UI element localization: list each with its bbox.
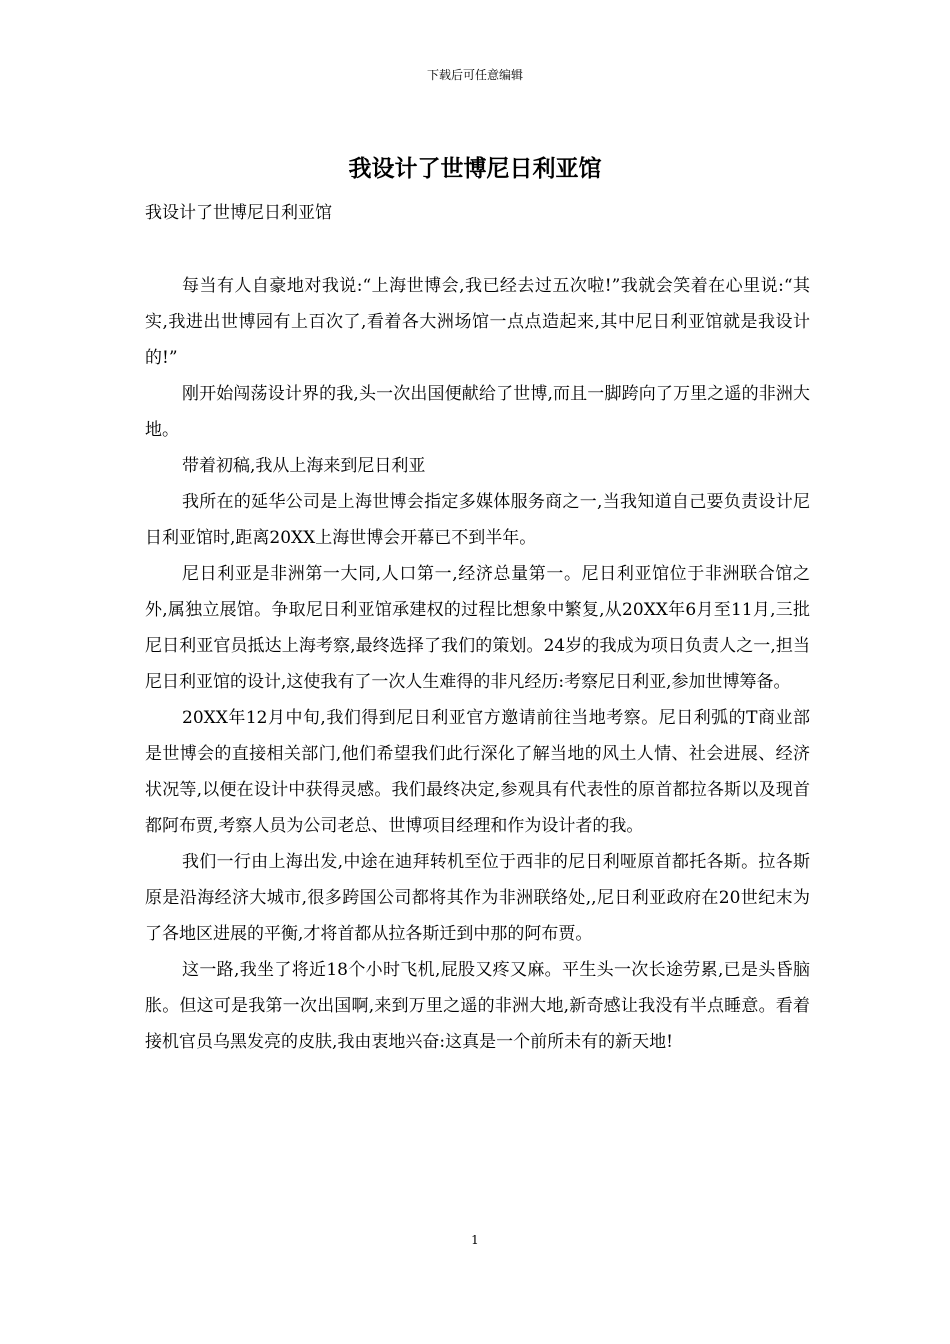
- page-header-note: 下载后可任意编辑: [426, 68, 523, 82]
- paragraph: 我所在的延华公司是上海世博会指定多媒体服务商之一,当我知道自己要负责设计尼日利亚馆时,距离20XX上海世博会开幕已不到半年。: [145, 492, 810, 548]
- document-body: [145, 268, 810, 1060]
- paragraph: 每当有人自豪地对我说:“上海世博会,我已经去过五次啦!”我就会笑着在心里说:“其实,我进出世博园有上百次了,看着各大洲场馆一点点造起来,其中尼日利亚馆就是我设计的!”: [145, 276, 810, 368]
- document-title: 我设计了世博尼日利亚馆: [348, 155, 602, 182]
- paragraph: 尼日利亚是非洲第一大同,人口第一,经济总量第一。尼日利亚馆位于非洲联合馆之外,属独立展馆。争取尼日利亚馆承建权的过程比想象中繁复,从20XX年6月至11月,三批尼日利亚官员抵达上海考察,最终选择了我们的策划。24岁的我成为项日负责人之一,担当尼日利亚馆的设计,这使我有了一次人生难得的非凡经历:考察尼日利亚,参加世博筹备。: [145, 564, 810, 692]
- paragraph: 我们一行由上海出发,中途在迪拜转机至位于西非的尼日利哑原首都托各斯。拉各斯原是沿海经济大城市,很多跨国公司都将其作为非洲联络处,,尼日利亚政府在20世纪末为了各地区进展的平衡,才将首都从拉各斯迁到中那的阿布贾。: [145, 852, 810, 944]
- paragraph: 这一路,我坐了将近18个小时飞机,屁股又疼又麻。平生头一次长途劳累,已是头昏脑胀。但这可是我第一次出国啊,来到万里之遥的非洲大地,新奇感让我没有半点睡意。看着接机官员乌黑发亮的皮肤,我由衷地兴奋:这真是一个前所未有的新天地!: [145, 960, 810, 1052]
- paragraph: 20XX年12月中旬,我们得到尼日利亚官方邀请前往当地考察。尼日利弧的T商业部是世博会的直接相关部门,他们希望我们此行深化了解当地的风土人情、社会进展、经济状况等,以便在设计中获得灵感。我们最终决定,参观具有代表性的原首都拉各斯以及现首都阿布贾,考察人员为公司老总、世博项目经理和作为设计者的我。: [145, 708, 810, 836]
- document-subtitle: 我设计了世博尼日利亚馆: [145, 203, 332, 223]
- paragraph: 带着初稿,我从上海来到尼日利亚: [182, 456, 426, 476]
- page-number: 1: [471, 1233, 479, 1247]
- paragraph: 刚开始闯荡设计界的我,头一次出国便献给了世博,而且一脚跨向了万里之遥的非洲大地。: [145, 384, 810, 440]
